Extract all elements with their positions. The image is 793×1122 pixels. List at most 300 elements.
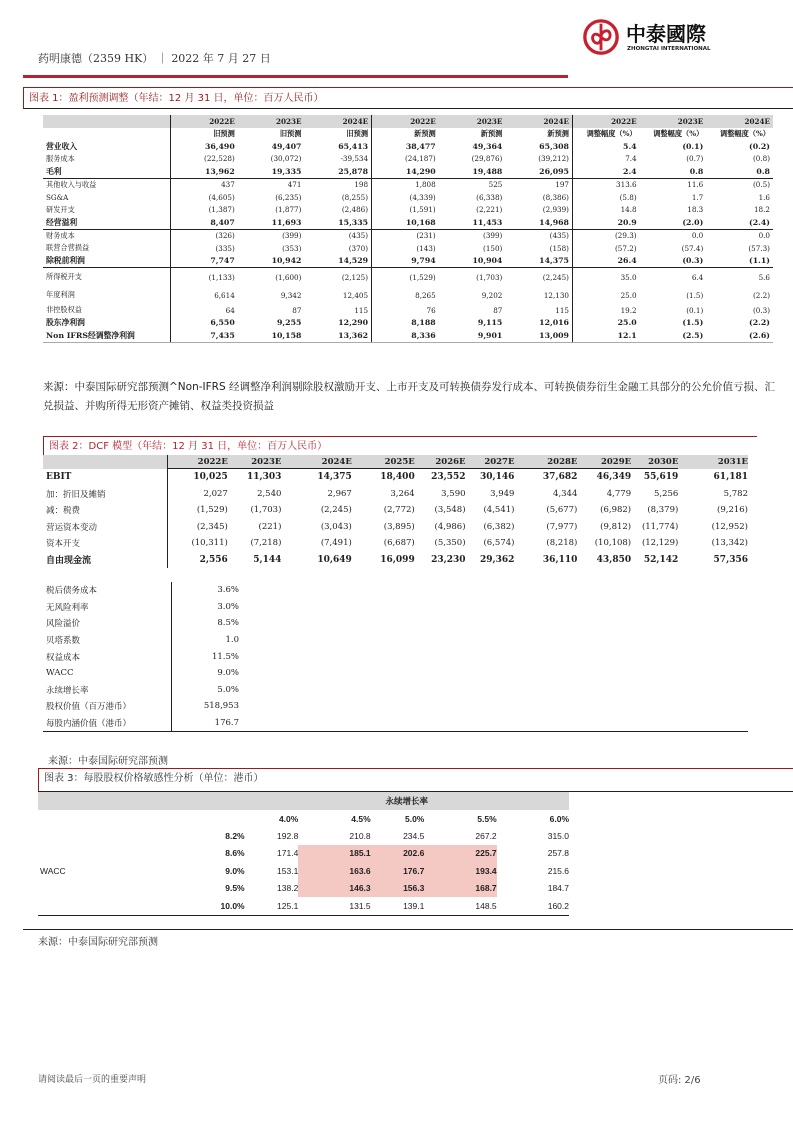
value-cell: 7.4 [625,154,637,164]
value-cell: 9,794 [372,255,439,268]
earnings-forecast-table [43,115,773,343]
forecast-type-cell: 新预测 [480,128,503,138]
table-row [43,469,748,486]
value-cell: (2,125) [304,268,371,287]
value-cell: (1,703) [476,272,503,282]
header-blank-cell [38,792,245,810]
sensitivity-table [38,792,569,916]
highlighted-value-cell: 225.7 [424,845,496,863]
value-cell: (326) [215,231,235,241]
value-cell: 38,477 [405,141,436,151]
filler-cell [239,698,748,715]
wacc-label-cell: WACC [40,865,66,876]
table-row [43,535,748,552]
forecast-type-cell: 新预测 [414,128,436,138]
value-cell: 26,095 [505,165,572,178]
forecast-type-cell: 旧预测 [304,128,371,141]
year-header-cell: 2023E [640,115,707,128]
assumption-label: 权益成本 [43,648,172,665]
assumption-row [43,698,748,715]
value-cell: 43,850 [596,554,632,565]
growth-rate-cell: 5.5% [477,813,497,824]
value-cell: 11,693 [238,216,305,229]
value-cell: 257.8 [547,848,569,859]
wacc-value-cell: 8.2% [225,830,245,841]
assumption-value: 1.0 [225,635,239,646]
fig2-caption-rule [200,436,757,437]
value-cell: (0.1) [682,141,704,151]
value-cell: (231) [416,231,436,241]
value-cell: -39,534 [304,153,371,166]
year-header-cell: 2024E [281,455,351,469]
value-cell: 11,303 [246,472,282,483]
value-cell: 115 [505,304,572,317]
assumption-row [43,582,748,599]
value-cell: 76 [426,305,436,315]
value-cell: 215.6 [547,865,569,876]
table-row [43,242,773,255]
value-cell: (2.5) [640,329,707,342]
value-cell: (10,108) [594,538,632,549]
assumption-value: 5.0% [217,684,239,695]
value-cell: 5,256 [653,488,679,499]
value-cell: 36,110 [542,554,578,565]
value-cell: (3,043) [320,521,352,532]
row-label: EBIT [43,469,167,486]
value-cell: (399) [483,231,503,241]
header-rule [23,75,568,78]
value-cell: 23,552 [431,472,466,483]
value-cell: 64 [225,305,235,315]
value-cell: 9,202 [481,290,503,300]
company-ticker: 药明康德（2359 HK） [38,52,154,65]
value-cell: (12,952) [711,521,748,532]
value-cell: 9,255 [277,318,302,328]
value-cell: 26.4 [572,255,639,268]
table-row [43,255,773,268]
forecast-type-cell: 旧预测 [213,128,235,138]
value-cell: (1,133) [208,272,235,282]
growth-rate-cell: 5.0% [404,813,425,824]
table-row [43,329,773,342]
value-cell: (4,541) [483,505,515,516]
sensitivity-row [38,862,569,880]
row-label: Non IFRS经调整净利润 [43,329,171,342]
value-cell: 8,265 [415,290,436,300]
value-cell: 19,488 [439,165,506,178]
value-cell: 313.6 [616,180,637,190]
value-cell: 14,375 [317,472,352,483]
value-cell: 12,290 [304,317,371,330]
row-label: 财务成本 [43,229,171,242]
filler-cell [239,715,748,732]
value-cell: 10,649 [317,554,352,565]
value-cell: (0.5) [752,180,770,190]
value-cell: (6,574) [483,538,515,549]
value-cell: 1.6 [758,192,770,202]
filler-cell [239,599,748,616]
value-cell: 18.2 [753,205,770,215]
value-cell: (335) [215,243,235,253]
fig1-source-note: 来源：中泰国际研究部预测^Non-IFRS 经调整净利润剔除股权激励开支、上市开支及可转换债券发行成本、可转换债券衍生金融工具部分的公允价值亏损、汇兑损益、并购所得无形资产摊销、权益类投资损益 [43,381,775,412]
value-cell: 12.1 [572,329,639,342]
row-label: 毛利 [43,165,171,178]
highlighted-value-cell: 146.3 [298,880,370,898]
assumption-label: 每股内涵价值（港币） [43,715,172,732]
value-cell: 0.0 [691,231,704,241]
value-cell: (6,687) [383,538,415,549]
forecast-type-cell: 调整幅度（%） [586,128,637,138]
table-row [43,486,748,503]
value-cell: (57.4) [681,243,704,253]
row-label: 其他收入与收益 [43,178,171,191]
value-cell: (158) [505,242,572,255]
value-cell: (399) [282,231,302,241]
sensitivity-row [38,845,569,863]
value-cell: (1.5) [682,318,704,328]
table-row [43,552,748,569]
value-cell: (5,677) [546,505,578,516]
value-cell: (2.4) [706,216,773,229]
value-cell: (1,529) [409,272,436,282]
assumption-row [43,715,748,732]
value-cell: 0.0 [758,231,770,241]
table-header-row [43,455,748,469]
assumption-label: 贝塔系数 [43,632,172,649]
value-cell: 3,264 [390,488,415,499]
year-header-cell: 2030E [631,455,678,469]
wacc-value-cell: 9.5% [225,883,245,894]
growth-rate-cell: 4.0% [278,813,299,824]
value-cell: (3,895) [383,521,415,532]
logo-english-name: ZHONGTAI INTERNATIONAL [627,46,711,52]
year-header-cell: 2023E [228,455,282,469]
row-label: 非控股权益 [43,304,171,317]
value-cell: 25,878 [304,165,371,178]
assumption-label: 风险溢价 [43,615,172,632]
table-subheader-row [43,128,773,141]
value-cell: 115 [304,304,371,317]
value-cell: (7,977) [546,521,578,532]
value-cell: 6,614 [214,290,235,300]
value-cell: 210.8 [349,830,371,841]
value-cell: (5.8) [619,192,637,202]
value-cell: 8,336 [372,329,439,342]
table-header-row [38,792,569,810]
assumption-value: 176.7 [172,715,240,732]
header-corner-cell [43,455,167,469]
assumption-row [43,599,748,616]
value-cell: (8,255) [304,191,371,204]
header-corner-cell [43,115,171,128]
value-cell: (2,245) [505,268,572,287]
forecast-type-cell: 旧预测 [279,128,302,138]
dcf-assumptions-table [43,582,748,732]
assumption-value: 3.6% [217,585,239,596]
highlighted-value-cell: 202.6 [371,845,425,863]
value-cell: 10,158 [238,329,305,342]
value-cell: 138.2 [277,883,299,894]
value-cell: (435) [505,229,572,242]
table-row [43,204,773,217]
value-cell: (0.3) [752,305,770,315]
value-cell: 5.6 [758,272,770,282]
value-cell: (1.5) [686,290,704,300]
value-cell: (221) [258,521,282,532]
value-cell: (2,345) [196,521,228,532]
value-cell: (1,591) [409,205,436,215]
value-cell: (22,528) [204,154,235,164]
value-cell: (1,703) [250,505,282,516]
value-cell: 20.9 [572,216,639,229]
highlighted-value-cell: 168.7 [424,880,496,898]
fig3-caption: 图表 3：每股股权价格敏感性分析（单位：港币） [38,768,793,792]
assumption-label: 股权价值（百万港币） [43,698,172,715]
value-cell: (0.3) [640,255,707,268]
table-row [43,178,773,191]
value-cell: 8,188 [411,318,436,328]
value-cell: 46,349 [596,472,632,483]
year-header-cell: 2024E [706,115,773,128]
assumption-label: WACC [43,665,172,682]
value-cell: (2.2) [752,290,770,300]
wacc-value-cell: 10.0% [146,897,244,915]
value-cell: 2,027 [203,488,228,499]
value-cell: 125.1 [245,897,299,915]
table-row [43,502,748,519]
value-cell: (13,342) [711,538,748,549]
value-cell: (8,218) [546,538,578,549]
value-cell: (1,600) [275,272,302,282]
fig2-caption: 图表 2：DCF 模型（年结：12 月 31 日，单位：百万人民币） [43,436,757,456]
value-cell: (12,129) [641,538,679,549]
value-cell: 7,747 [171,255,238,268]
value-cell: 184.7 [547,883,569,894]
table-row [43,140,773,153]
value-cell: 65,413 [304,140,371,153]
row-label: 所得税开支 [43,268,171,287]
fig2-source-note: 来源：中泰国际研究部预测 [48,756,168,767]
value-cell: 18.3 [687,205,704,215]
report-header [38,50,271,66]
value-cell: 4,344 [553,488,578,499]
value-cell: (30,072) [270,154,302,164]
value-cell: 16,099 [380,554,415,565]
year-header-cell: 2025E [352,455,415,469]
fig1-caption: 图表 1：盈利预测调整（年结：12 月 31 日，单位：百万人民币） [23,87,793,109]
growth-rate-cell: 6.0% [549,813,569,824]
assumption-label: 税后债务成本 [43,582,172,599]
assumption-value: 518,953 [203,701,239,712]
value-cell: 25.0 [620,290,637,300]
value-cell: 6.4 [691,272,704,282]
value-cell: 18,400 [380,472,415,483]
year-header-cell: 2023E [238,115,305,128]
value-cell: 6,550 [210,318,235,328]
sensitivity-row [38,827,569,845]
value-cell: 525 [488,180,503,190]
row-label: 服务成本 [43,153,171,166]
assumption-row [43,615,748,632]
year-header-cell: 2029E [577,455,631,469]
value-cell: 11,453 [439,216,506,229]
value-cell: (6,982) [600,505,632,516]
value-cell: 2,967 [327,488,352,499]
value-cell: 10,168 [372,216,439,229]
value-cell: 315.0 [547,830,569,841]
value-cell: (4,605) [208,192,235,202]
value-cell: 57,356 [713,554,748,565]
filler-cell [239,682,748,699]
value-cell: 35.0 [620,272,637,282]
fig3-note-rule [23,929,793,930]
value-cell: 12,016 [505,317,572,330]
value-cell: (6,382) [483,521,515,532]
value-cell: 25.0 [617,318,637,328]
value-cell: (2,245) [320,505,352,516]
fig3-source-note: 来源：中泰国际研究部预测 [38,937,158,948]
table-row [43,519,748,536]
table-row [43,165,773,178]
year-header-cell: 2022E [167,455,228,469]
value-cell: 12,130 [505,286,572,304]
value-cell: 9,115 [477,318,503,328]
value-cell: 15,335 [304,216,371,229]
value-cell: 29,362 [480,554,515,565]
row-label: 股东净利润 [43,317,171,330]
row-label: 除税前利润 [43,255,171,268]
value-cell: (29.3) [615,231,637,241]
value-cell: (7,491) [320,538,352,549]
page-number: 页码: 2/6 [658,1075,701,1086]
wacc-label-cell [38,880,146,898]
logo-emblem-icon [582,18,620,56]
value-cell: 14,529 [304,255,371,268]
filler-cell [239,665,748,682]
value-cell: 5,144 [253,554,282,565]
wacc-label-cell [38,845,146,863]
value-cell: (150) [483,243,503,253]
value-cell: 14,968 [505,216,572,229]
value-cell: (370) [304,242,371,255]
value-cell: (2,486) [304,204,371,217]
value-cell: 0.8 [640,165,707,178]
value-cell: 12,405 [304,286,371,304]
year-header-cell: 2024E [505,115,572,128]
assumption-row [43,682,748,699]
value-cell: (2,221) [476,205,503,215]
table-row [43,153,773,166]
assumption-row [43,648,748,665]
assumption-value: 11.5% [211,651,239,662]
value-cell: 14,290 [372,165,439,178]
value-cell: 30,146 [480,472,515,483]
value-cell: 13,962 [171,165,238,178]
value-cell: 5,782 [723,488,748,499]
value-cell: 61,181 [713,472,748,482]
value-cell: (1,877) [275,205,302,215]
value-cell: 139.1 [371,897,425,915]
value-cell: 2,540 [257,488,282,499]
subheader-corner-cell [43,128,171,141]
value-cell: 4,779 [606,488,632,499]
filler-cell [239,582,748,599]
value-cell: (3,548) [434,505,466,516]
value-cell: (0.1) [686,305,704,315]
filler-cell [239,615,748,632]
value-cell: 36,490 [204,141,235,151]
value-cell: 10,904 [439,255,506,268]
assumption-row [43,632,748,649]
table-row [43,304,773,317]
assumption-row [43,665,748,682]
value-cell: 11.6 [687,180,704,190]
value-cell: (24,187) [404,154,436,164]
value-cell: (9,216) [717,505,748,516]
sensitivity-row [38,897,569,915]
value-cell: (6,235) [275,192,302,202]
value-cell: 160.2 [497,897,569,915]
growth-rate-cell: 4.5% [351,813,371,824]
assumption-value: 8.5% [217,618,239,629]
value-cell: 10,025 [193,472,228,483]
table-row [43,268,773,287]
value-cell: 171.4 [277,848,299,859]
year-header-cell: 2022E [372,115,439,128]
value-cell: 437 [221,180,235,190]
value-cell: 55,619 [643,472,679,483]
blank-cell [38,810,146,827]
table-row [43,191,773,204]
filler-cell [239,632,748,649]
value-cell: 10,942 [238,255,305,268]
wacc-value-cell: 8.6% [225,848,245,859]
value-cell: 13,362 [304,329,371,342]
value-cell: (143) [416,243,436,253]
table-row [43,229,773,242]
logo-chinese-name: 中泰國際 [626,22,706,46]
value-cell: 8,407 [171,216,238,229]
value-cell: 0.8 [706,165,773,178]
row-label: SG&A [43,191,171,204]
value-cell: 9,901 [439,329,506,342]
value-cell: 19,335 [238,165,305,178]
year-header-cell: 2027E [466,455,515,469]
wacc-value-cell: 9.0% [225,865,245,876]
value-cell: (10,311) [191,538,228,549]
assumption-label: 无风险利率 [43,599,172,616]
year-header-cell: 2028E [514,455,577,469]
value-cell: 153.1 [277,865,299,876]
value-cell: 192.8 [277,830,299,841]
value-cell: (353) [282,243,302,253]
row-label: 联营合营损益 [43,242,171,255]
value-cell: 19.2 [620,305,637,315]
header-separator: ｜ [156,52,168,65]
year-header-cell: 2031E [678,455,748,469]
value-cell: 267.2 [475,830,497,841]
value-cell: (9,812) [600,521,632,532]
table-header-row [43,115,773,128]
value-cell: (2,939) [505,204,572,217]
value-cell: (0.2) [749,141,770,151]
sensitivity-row [38,880,569,898]
year-header-cell: 2022E [572,115,639,128]
value-cell: (8,386) [505,191,572,204]
value-cell: (1.1) [706,255,773,268]
footer-disclaimer: 请阅读最后一页的重要声明 [38,1075,147,1085]
value-cell: (0.8) [752,154,770,164]
